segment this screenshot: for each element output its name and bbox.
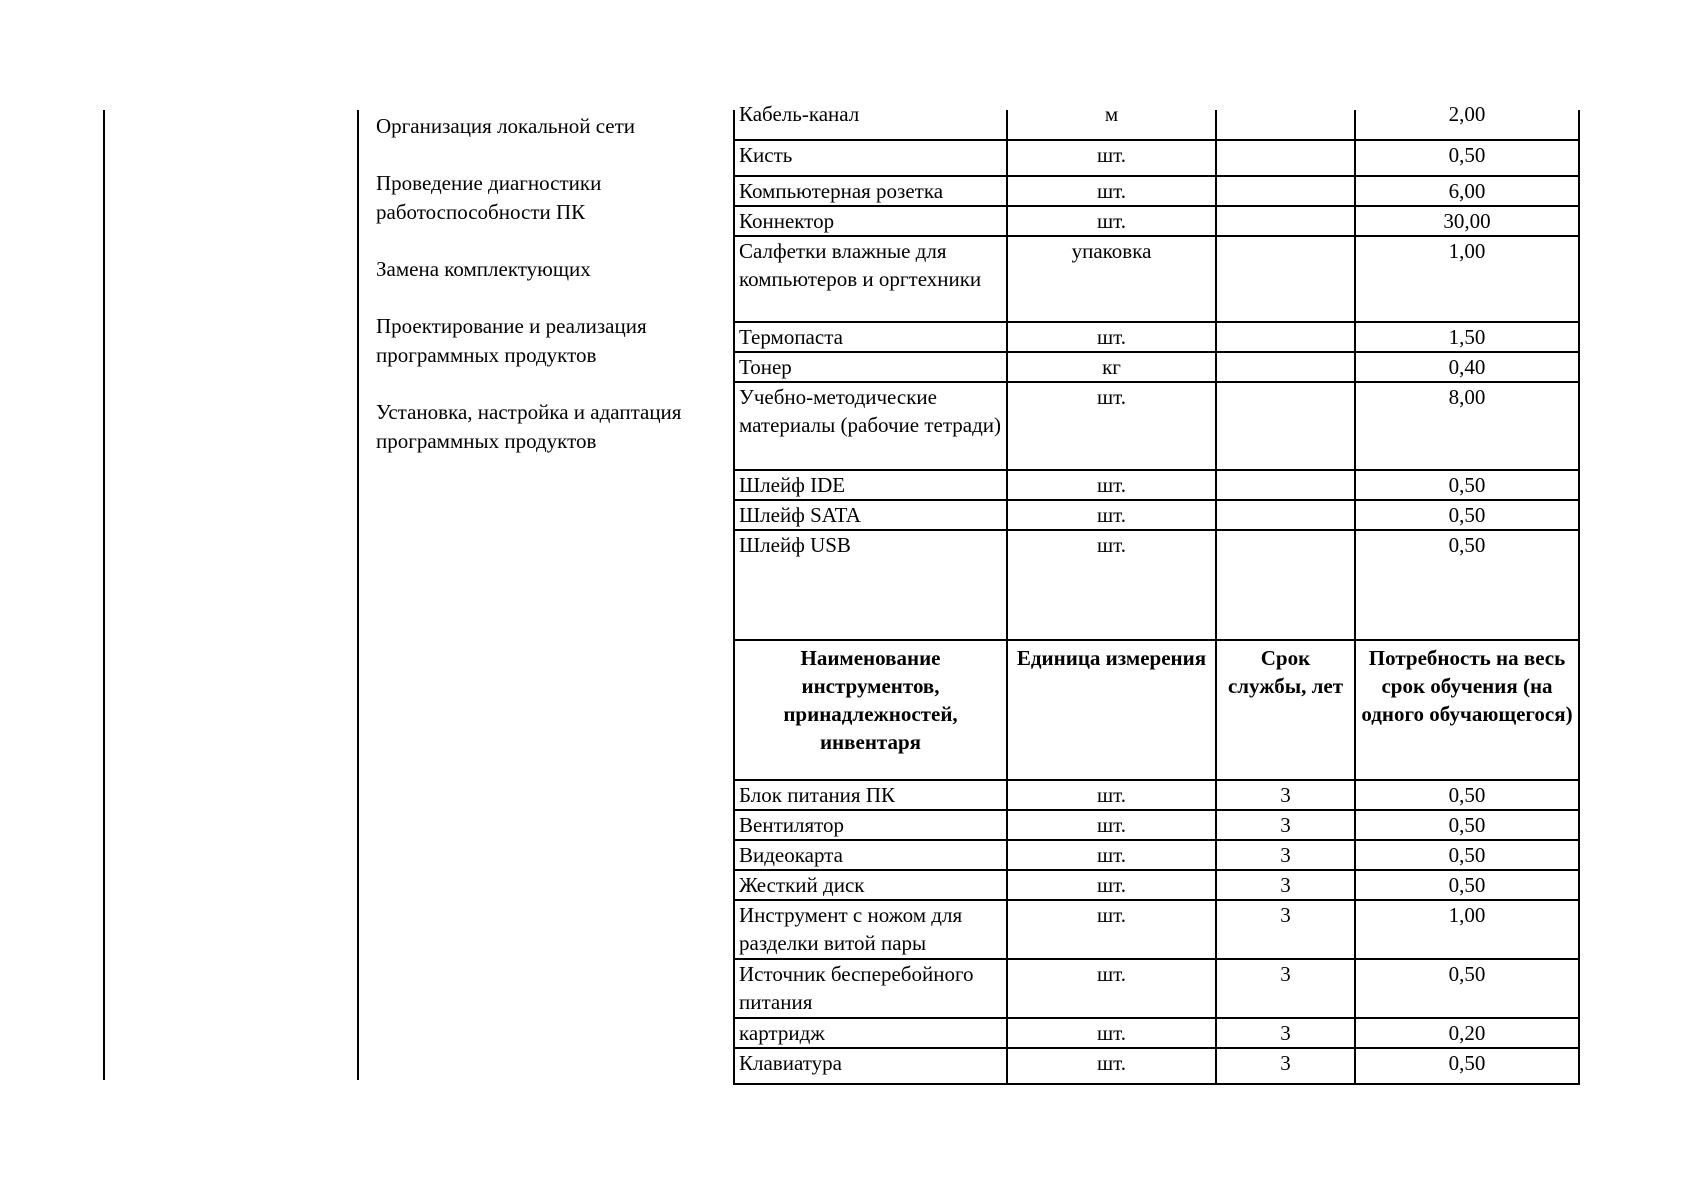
equipment-table: [733, 102, 1580, 1085]
term-cell: 3: [1216, 900, 1355, 959]
term-cell: [1216, 140, 1355, 176]
item-name-cell: Кабель-канал: [734, 110, 1007, 140]
table-row: [734, 176, 1579, 206]
table-row: [734, 870, 1579, 900]
table-row: [734, 1018, 1579, 1048]
term-cell: [1216, 470, 1355, 500]
need-cell: 1,00: [1355, 236, 1579, 322]
item-name-cell: Компьютерная розетка: [734, 176, 1007, 206]
tools-header-row: [734, 640, 1579, 780]
need-cell: 0,50: [1355, 959, 1579, 1018]
need-cell: 0,50: [1355, 1048, 1579, 1084]
activities-list: [376, 112, 716, 484]
table-row: [734, 110, 1579, 140]
need-cell: 0,50: [1355, 810, 1579, 840]
table-row: [734, 236, 1579, 322]
item-name-cell: Шлейф IDE: [734, 470, 1007, 500]
table-row: [734, 530, 1579, 640]
unit-cell: шт.: [1007, 810, 1216, 840]
header-need: Потребность на весь срок обучения (на одного обучающегося): [1355, 640, 1579, 780]
activity-item: Проведение диагностики работоспособности ПК: [376, 171, 602, 224]
term-cell: [1216, 322, 1355, 352]
need-cell: 2,00: [1355, 110, 1579, 140]
need-cell: 0,50: [1355, 870, 1579, 900]
table-row: [734, 1048, 1579, 1084]
unit-cell: шт.: [1007, 900, 1216, 959]
table-row: [734, 500, 1579, 530]
term-cell: [1216, 176, 1355, 206]
item-name-cell: Клавиатура: [734, 1048, 1007, 1084]
term-cell: [1216, 382, 1355, 470]
term-cell: [1216, 352, 1355, 382]
need-cell: 8,00: [1355, 382, 1579, 470]
unit-cell: шт.: [1007, 780, 1216, 810]
item-name-cell: Термопаста: [734, 322, 1007, 352]
unit-cell: шт.: [1007, 322, 1216, 352]
activity-item: Проектирование и реализация программных продуктов: [376, 314, 647, 367]
term-cell: 3: [1216, 810, 1355, 840]
table-row: [734, 810, 1579, 840]
item-name-cell: Тонер: [734, 352, 1007, 382]
item-name-cell: Шлейф SATA: [734, 500, 1007, 530]
table-row: [734, 780, 1579, 810]
need-cell: 0,50: [1355, 780, 1579, 810]
unit-cell: шт.: [1007, 470, 1216, 500]
column-separator-line: [357, 110, 359, 1080]
term-cell: [1216, 500, 1355, 530]
need-cell: 6,00: [1355, 176, 1579, 206]
table-row: [734, 900, 1579, 959]
need-cell: 30,00: [1355, 206, 1579, 236]
table-row: [734, 352, 1579, 382]
need-cell: 0,50: [1355, 500, 1579, 530]
term-cell: 3: [1216, 1048, 1355, 1084]
unit-cell: шт.: [1007, 959, 1216, 1018]
item-name-cell: Источник бесперебойного питания: [734, 959, 1007, 1018]
need-cell: 0,50: [1355, 140, 1579, 176]
item-name-cell: Кисть: [734, 140, 1007, 176]
need-cell: 0,50: [1355, 530, 1579, 640]
need-cell: 0,40: [1355, 352, 1579, 382]
unit-cell: м: [1007, 110, 1216, 140]
unit-cell: шт.: [1007, 500, 1216, 530]
table-row: [734, 470, 1579, 500]
need-cell: 1,50: [1355, 322, 1579, 352]
table-row: [734, 206, 1579, 236]
term-cell: 3: [1216, 870, 1355, 900]
item-name-cell: картридж: [734, 1018, 1007, 1048]
unit-cell: шт.: [1007, 870, 1216, 900]
unit-cell: шт.: [1007, 840, 1216, 870]
term-cell: [1216, 236, 1355, 322]
term-cell: [1216, 530, 1355, 640]
unit-cell: шт.: [1007, 1018, 1216, 1048]
unit-cell: шт.: [1007, 140, 1216, 176]
term-cell: 3: [1216, 840, 1355, 870]
activity-item: Организация локальной сети: [376, 114, 636, 138]
item-name-cell: Коннектор: [734, 206, 1007, 236]
term-cell: 3: [1216, 959, 1355, 1018]
term-cell: [1216, 110, 1355, 140]
table-row: [734, 959, 1579, 1018]
item-name-cell: Видеокарта: [734, 840, 1007, 870]
unit-cell: шт.: [1007, 382, 1216, 470]
unit-cell: шт.: [1007, 1048, 1216, 1084]
header-term: Срок службы, лет: [1216, 640, 1355, 780]
unit-cell: шт.: [1007, 206, 1216, 236]
item-name-cell: Шлейф USB: [734, 530, 1007, 640]
header-unit: Единица измерения: [1007, 640, 1216, 780]
item-name-cell: Учебно-методические материалы (рабочие тетради): [734, 382, 1007, 470]
item-name-cell: Вентилятор: [734, 810, 1007, 840]
item-name-cell: Салфетки влажные для компьютеров и оргтехники: [734, 236, 1007, 322]
item-name-cell: Блок питания ПК: [734, 780, 1007, 810]
unit-cell: кг: [1007, 352, 1216, 382]
activity-item: Установка, настройка и адаптация программных продуктов: [376, 400, 682, 453]
need-cell: 0,50: [1355, 470, 1579, 500]
term-cell: [1216, 206, 1355, 236]
need-cell: 0,50: [1355, 840, 1579, 870]
table-row: [734, 840, 1579, 870]
term-cell: 3: [1216, 780, 1355, 810]
unit-cell: упаковка: [1007, 236, 1216, 322]
table-row: [734, 382, 1579, 470]
activity-item: Замена комплектующих: [376, 257, 591, 281]
left-border-line: [103, 110, 105, 1080]
unit-cell: шт.: [1007, 176, 1216, 206]
term-cell: 3: [1216, 1018, 1355, 1048]
table-row: [734, 140, 1579, 176]
item-name-cell: Жесткий диск: [734, 870, 1007, 900]
unit-cell: шт.: [1007, 530, 1216, 640]
need-cell: 0,20: [1355, 1018, 1579, 1048]
header-name: Наименование инструментов, принадлежностей, инвентаря: [734, 640, 1007, 780]
item-name-cell: Инструмент с ножом для разделки витой пары: [734, 900, 1007, 959]
need-cell: 1,00: [1355, 900, 1579, 959]
table-row: [734, 322, 1579, 352]
